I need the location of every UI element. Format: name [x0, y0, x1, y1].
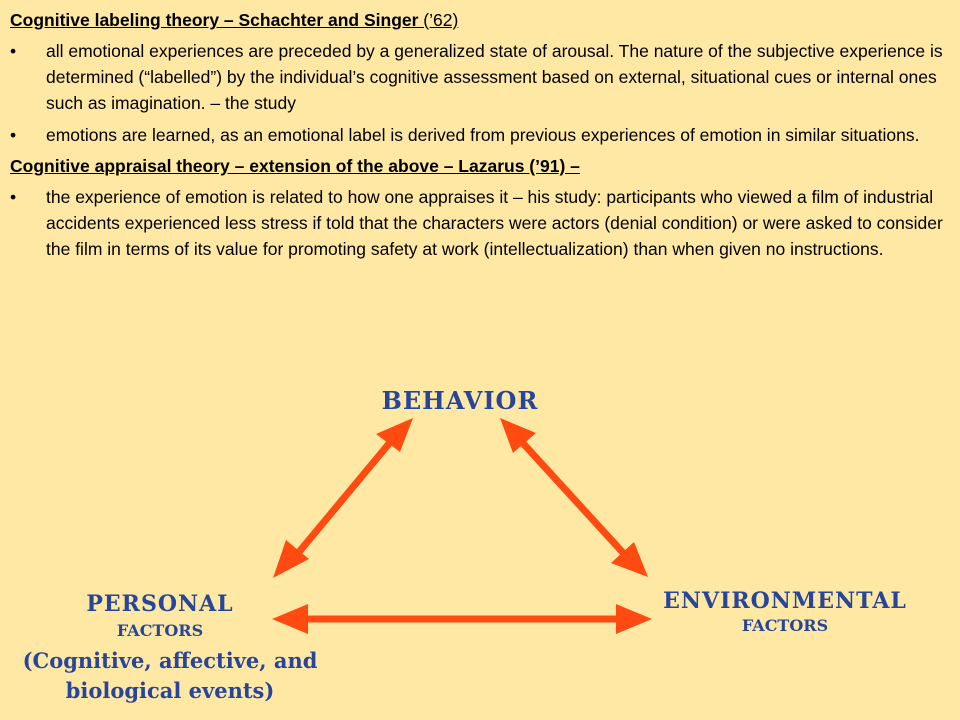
arrow-behavior-environmental: [500, 418, 648, 577]
arrow-behavior-personal: [273, 418, 413, 578]
heading-year: (’62): [418, 10, 459, 30]
bullet-dot: •: [10, 125, 17, 145]
arrow-personal-environmental: [272, 604, 652, 634]
reciprocal-determinism-diagram: [0, 360, 960, 720]
bullet-text: emotions are learned, as an emotional label is derived from previous experiences of emotion in similar situations.: [46, 125, 920, 145]
arrowhead-personal: [272, 604, 308, 634]
bullet-text: all emotional experiences are preceded by a generalized state of arousal. The nature of the subjective experience is determined (“labelled”) by the individual’s cognitive assessment based on external, situational cues or internal ones such as imagination. – the study: [46, 41, 943, 113]
label-environmental-factors: FACTORS: [741, 616, 829, 635]
label-behavior: BEHAVIOR: [381, 386, 539, 415]
label-personal: PERSONAL: [86, 591, 234, 617]
heading-cognitive-labeling-text: Cognitive labeling theory – Schachter and Singer: [10, 10, 419, 30]
bullet-dot: •: [10, 187, 17, 207]
bullet-learned: [10, 122, 950, 148]
arrowhead-behavior: [376, 418, 413, 452]
label-personal-factors: FACTORS: [116, 621, 204, 640]
text-block: [10, 8, 950, 268]
arrow-shaft: [520, 440, 626, 556]
bullet-appraisal-study: [10, 184, 950, 262]
heading-cognitive-appraisal: [10, 154, 950, 178]
heading-cognitive-appraisal-text: Cognitive appraisal theory – extension of the above – Lazarus (’91) –: [10, 156, 580, 176]
label-environmental: ENVIRONMENTAL: [663, 588, 907, 614]
bullet-dot: •: [10, 41, 17, 61]
arrow-shaft: [294, 440, 392, 558]
bullet-text: the experience of emotion is related to how one appraises it – his study: participants who viewed a film of industrial accidents experienced less stress if told that the characters were actors (denial condition) or were asked to consider the film in terms of its value for promoting safety at work (intellectualization) than when given no instructions.: [46, 187, 943, 259]
bullet-arousal: [10, 38, 950, 116]
heading-cognitive-labeling: [10, 8, 950, 32]
label-personal-events: (Cognitive, affective, and biological events): [22, 648, 318, 703]
